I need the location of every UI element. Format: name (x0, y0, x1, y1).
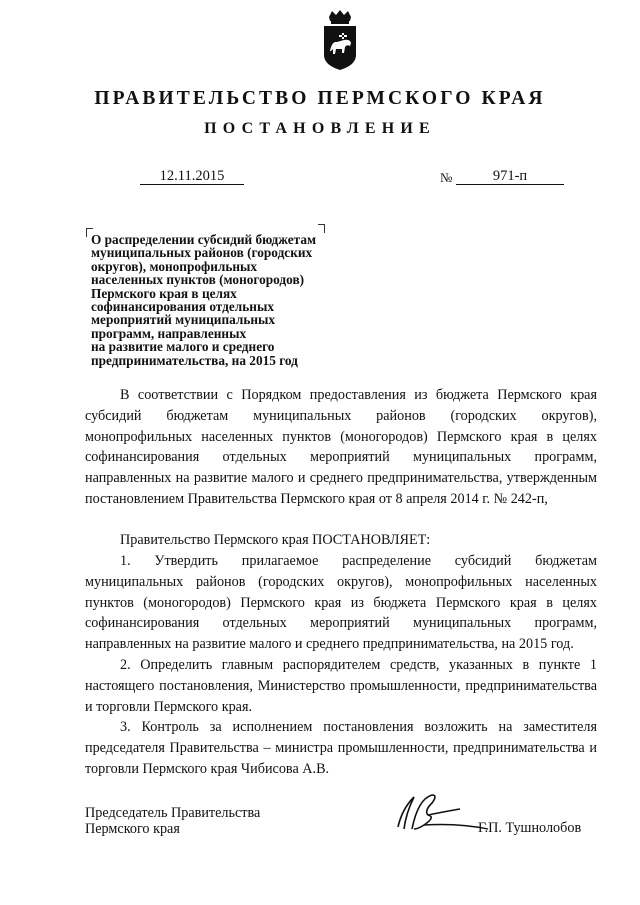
government-title: ПРАВИТЕЛЬСТВО ПЕРМСКОГО КРАЯ (94, 88, 546, 109)
document-type: ПОСТАНОВЛЕНИЕ (204, 120, 436, 137)
item-3-paragraph: 3. Контроль за исполнением постановления возложить на заместителя председателя Правительства – министра промышленности, предпринимательства и торговли Пермского края Чибисова А.В. (85, 719, 597, 777)
resolves-paragraph: Правительство Пермского края ПОСТАНОВЛЯЕТ: (120, 532, 431, 548)
signer-name: Г.П. Тушнолобов (478, 820, 582, 836)
item-2-paragraph: 2. Определить главным распорядителем средств, указанных в пункте 1 настоящего постановления, Министерство промышленности, предпринимательства и торговли Пермского края. (85, 657, 597, 715)
document-number: 971-п (456, 168, 564, 185)
subject-heading: О распределении субсидий бюджетам муниципальных районов (городских округов), монопрофильных населенных пунктов (моногородов) Пермского края в целях софинансирования отдельных мероприятий муниципальных программ, направленных на развитие малого и среднего предпринимательства, на 2015 год (91, 232, 317, 368)
subject-corner-right (318, 224, 325, 233)
signer-title: Председатель Правительства Пермского края (85, 805, 261, 837)
number-label: № (440, 170, 453, 185)
item-1-paragraph: 1. Утвердить прилагаемое распределение субсидий бюджетам муниципальных районов (городских округов), монопрофильных населенных пунктов (моногородов) Пермского края из бюджета Пермского края в целях софинансирования отдельных мероприятий муниципальных программ, направленных на развитие малого и среднего предпринимательства, на 2015 год. (85, 553, 597, 653)
document-date: 12.11.2015 (140, 168, 244, 185)
intro-paragraph: В соответствии с Порядком предоставления из бюджета Пермского края субсидий бюджетам муниципальных районов (городских округов), монопрофильных населенных пунктов (моногородов) Пермского края в целях софинансирования отдельных мероприятий муниципальных программ, направленных на развитие малого и среднего предпринимательства, утвержденным постановлением Правительства Пермского края от 8 апреля 2014 г. № 242-п, (85, 387, 597, 507)
coat-of-arms-icon (320, 9, 360, 71)
